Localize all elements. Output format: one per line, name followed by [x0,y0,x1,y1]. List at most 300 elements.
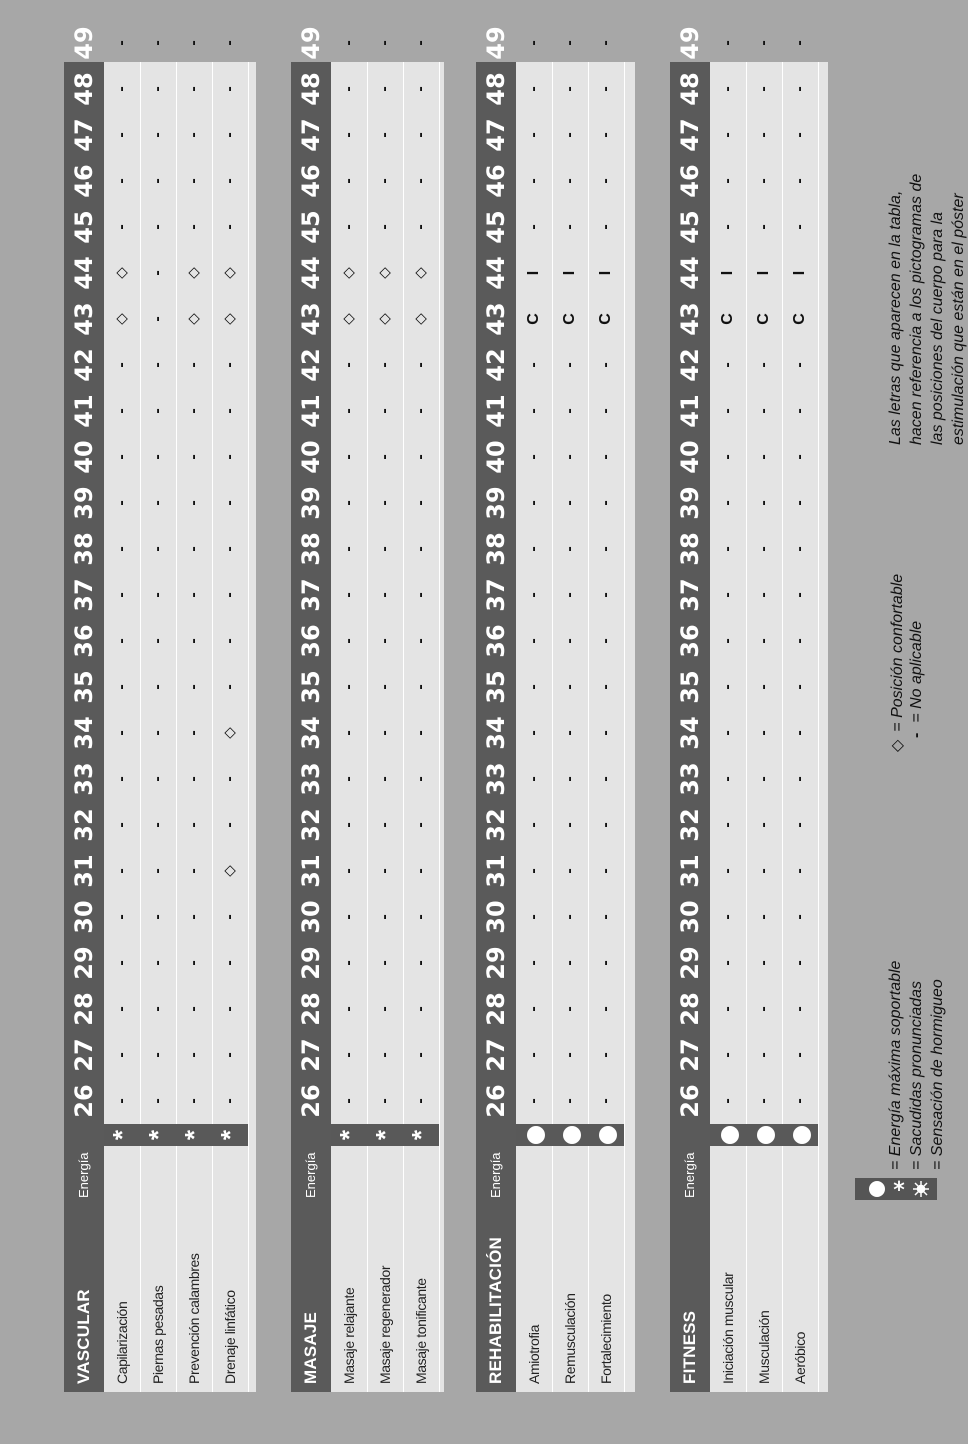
table-cell: - [561,914,578,920]
table-cell: - [340,1098,357,1104]
column-header: 32 [297,808,325,842]
table-cell: - [412,776,429,782]
table-cell: - [525,960,542,966]
table-cell: ◇ [113,267,130,279]
table-cell: - [525,132,542,138]
table-cell: - [376,1098,393,1104]
table-body [670,26,828,1392]
column-header: 30 [482,900,510,934]
table-cell: - [412,592,429,598]
table-cell: - [719,914,736,920]
table-cell: - [340,454,357,460]
table-cell: - [221,546,238,552]
table-cell: - [376,224,393,230]
table-cell: - [597,960,614,966]
legend-note-3: las posiciones del cuerpo para la [929,211,946,445]
column-header: 48 [297,72,325,106]
legend-not-applicable [908,621,926,738]
column-header: 29 [297,946,325,980]
column-header: 35 [482,670,510,704]
table-cell: - [525,224,542,230]
table-cell: - [525,1098,542,1104]
table-cell: - [113,224,130,230]
table-cell: - [525,914,542,920]
row-label: Iniciación muscular [720,1272,736,1384]
table-cell: - [755,454,772,460]
table-cell: - [597,500,614,506]
table-cell: - [221,914,238,920]
table-cell: - [597,546,614,552]
table-cell: - [340,40,357,46]
table-cell: ◇ [221,865,238,877]
table-cell: - [340,960,357,966]
table-row [367,40,404,1392]
table-title: FITNESS [670,1298,710,1392]
table-cell: - [791,914,808,920]
table-cell: - [719,132,736,138]
table-cell: - [561,454,578,460]
legend-note-1: Las letras que aparecen en la tabla, [887,190,904,445]
table-cell: - [597,684,614,690]
table-row [331,40,368,1392]
table-cell: - [221,960,238,966]
table-cell: - [597,868,614,874]
column-header: 47 [676,118,704,152]
table-cell: - [719,868,736,874]
row-label: Masaje regenerador [377,1265,393,1384]
table-cell: - [376,592,393,598]
table-cell: - [185,960,202,966]
table-cell: - [412,546,429,552]
column-header: 30 [676,900,704,934]
table-row [552,40,589,1392]
table-cell: - [412,40,429,46]
table-cell: - [791,454,808,460]
column-header: 36 [70,624,98,658]
table-cell: - [149,270,166,276]
table-cell: - [149,546,166,552]
table-cell: - [755,592,772,598]
table-cell: - [525,592,542,598]
column-header: 48 [70,72,98,106]
column-header: 47 [297,118,325,152]
table-cell: - [412,684,429,690]
table-cell: - [149,730,166,736]
table-cell: - [561,546,578,552]
table-cell: - [561,178,578,184]
na-symbol: - [908,732,925,738]
table-cell: - [597,132,614,138]
table-cell: - [221,822,238,828]
table-cell: - [561,592,578,598]
column-header: 27 [297,1038,325,1072]
table-cell: - [561,224,578,230]
table-cell: - [185,362,202,368]
table-cell: - [185,224,202,230]
table-cell: C [597,313,614,325]
energy-value: * [107,1129,137,1141]
table-cell: - [525,1006,542,1012]
table-cell: - [185,684,202,690]
table-title: REHABILITACIÓN [476,1298,516,1392]
table-cell: - [340,822,357,828]
table-cell: - [561,684,578,690]
column-header: 48 [676,72,704,106]
table-cell: - [412,638,429,644]
energy-max-icon [527,1126,545,1144]
table-cell: - [113,684,130,690]
row-label: Piernas pesadas [150,1285,166,1384]
table-header [291,26,331,1392]
row-label: Prevención calambres [186,1253,202,1384]
table-cell: - [340,500,357,506]
energy-value: * [143,1129,173,1141]
energy-value [588,1124,624,1146]
table-cell: - [791,592,808,598]
table-cell: - [412,868,429,874]
table-cell: ◇ [340,313,357,325]
table-cell: - [719,408,736,414]
table-cell: - [149,362,166,368]
table-cell: - [525,86,542,92]
table-cell: - [597,1052,614,1058]
table-cell: - [185,776,202,782]
energy-value [746,1124,782,1146]
table-cell: - [561,500,578,506]
column-header: 46 [70,164,98,198]
table-cell: - [185,822,202,828]
table-cell: - [221,178,238,184]
table-cell: - [412,822,429,828]
table-cell: - [149,960,166,966]
table-cell: - [791,546,808,552]
table-cell: - [412,914,429,920]
column-header: 41 [297,394,325,428]
table-cell: - [340,132,357,138]
column-header: 40 [676,440,704,474]
column-header: 41 [676,394,704,428]
table-cell: - [791,224,808,230]
row-label: Masaje tonificante [413,1278,429,1384]
column-header: 30 [297,900,325,934]
table-cell: - [149,1098,166,1104]
table-cell: - [719,500,736,506]
table-cell: - [340,638,357,644]
table-cell: ◇ [221,313,238,325]
table-row [710,40,747,1392]
table-row [746,40,783,1392]
table-cell: - [221,362,238,368]
table-cell: - [221,684,238,690]
table-cell: - [340,224,357,230]
legend-symbol-box [855,1178,937,1203]
table-cell: - [149,132,166,138]
table-cell: - [149,316,166,322]
table-cell: - [376,1006,393,1012]
table-cell: - [412,1098,429,1104]
table-cell: - [149,1006,166,1012]
table-cell: - [719,638,736,644]
table-cell: - [755,178,772,184]
column-header: 47 [482,118,510,152]
table-cell: - [791,408,808,414]
table-cell: - [412,178,429,184]
table-cell: - [221,224,238,230]
table-cell: - [412,132,429,138]
energy-value [552,1124,588,1146]
table-cell: - [185,914,202,920]
table-cell: - [597,1006,614,1012]
table-cell: - [185,592,202,598]
table-cell: - [113,960,130,966]
column-header: 39 [482,486,510,520]
column-header: 31 [676,854,704,888]
table-cell: - [791,132,808,138]
table-cell: - [185,132,202,138]
table-cell: - [597,914,614,920]
table-header [670,26,710,1392]
table-cell: - [791,638,808,644]
column-header: 44 [297,256,325,290]
column-header: 35 [676,670,704,704]
table-cell: - [376,408,393,414]
table-cell: I [597,270,614,276]
column-header: 28 [70,992,98,1026]
legend-symbols-icon [855,1178,937,1203]
table-cell: - [719,546,736,552]
row-label: Aeróbico [792,1331,808,1384]
column-header: 46 [482,164,510,198]
column-header: 47 [70,118,98,152]
column-header: 30 [70,900,98,934]
energy-value: * [215,1129,245,1141]
energy-value [782,1124,818,1146]
energy-max-icon [757,1126,775,1144]
table-cell: - [149,592,166,598]
table-cell: - [149,914,166,920]
table-cell: - [791,960,808,966]
table-cell: I [755,270,772,276]
column-header: 45 [70,210,98,244]
column-header: 43 [482,302,510,336]
table-cell: - [719,178,736,184]
column-header: 36 [297,624,325,658]
column-header: 36 [676,624,704,658]
table-cell: - [791,1098,808,1104]
table-cell: - [719,592,736,598]
table-body [291,26,444,1392]
row-label: Amiotrofia [526,1324,542,1384]
table-row [212,40,249,1392]
table-cell: - [525,546,542,552]
table-cell: - [376,822,393,828]
column-header: 35 [297,670,325,704]
table-cell: - [412,1006,429,1012]
table-cell: - [185,546,202,552]
table-cell: C [561,313,578,325]
table-cell: - [113,546,130,552]
table-cell: - [525,1052,542,1058]
energy-max-icon [793,1126,811,1144]
table-cell: - [791,86,808,92]
table-cell: - [525,638,542,644]
column-header: 27 [676,1038,704,1072]
table-cell: - [525,776,542,782]
table-cell: - [149,868,166,874]
energy-value: * [334,1129,364,1141]
table-cell: - [755,730,772,736]
table-cell: - [149,638,166,644]
table-cell: - [755,1098,772,1104]
table-cell: - [791,822,808,828]
column-header: 45 [482,210,510,244]
table-cell: - [525,868,542,874]
table-cell: - [113,178,130,184]
table-cell: - [376,132,393,138]
table-cell: - [221,454,238,460]
column-header: 31 [482,854,510,888]
column-header: 27 [482,1038,510,1072]
table-cell: - [113,730,130,736]
table-cell: - [149,454,166,460]
table-cell: - [113,1098,130,1104]
legend-energy: = Energía máxima soportable [887,960,904,1170]
table-cell: ◇ [376,267,393,279]
column-header: 45 [297,210,325,244]
table-cell: - [149,224,166,230]
table-cell: - [525,500,542,506]
table-cell: - [149,408,166,414]
table-cell: - [185,454,202,460]
column-header: 26 [297,1084,325,1118]
table-cell: - [376,960,393,966]
table-cell: - [221,1052,238,1058]
column-header: 44 [482,256,510,290]
table-cell: C [791,313,808,325]
legend-comfortable [887,574,907,752]
table-cell: - [755,500,772,506]
table-cell: - [719,960,736,966]
column-header: 38 [482,532,510,566]
table-cell: - [185,86,202,92]
energy-value [516,1124,552,1146]
column-header: 49 [482,26,510,60]
column-header: 37 [482,578,510,612]
table-title: MASAJE [291,1298,331,1392]
table-body [476,26,635,1392]
legend-note-4: estimulación que están en el póster [950,193,967,445]
table-cell: - [719,776,736,782]
table-cell: - [791,776,808,782]
table-cell: - [597,224,614,230]
table-cell: - [149,86,166,92]
table-cell: - [113,868,130,874]
column-header: 32 [482,808,510,842]
table-cell: - [340,730,357,736]
table-cell: - [185,1098,202,1104]
column-header: 40 [482,440,510,474]
column-header: 26 [482,1084,510,1118]
table-cell: - [185,408,202,414]
table-cell: - [412,730,429,736]
table-cell: - [113,40,130,46]
table-cell: - [113,1006,130,1012]
table-cell: - [597,730,614,736]
column-header: 38 [297,532,325,566]
table-cell: ◇ [221,727,238,739]
table-cell: - [149,500,166,506]
table-cell: ◇ [412,313,429,325]
column-header: 33 [297,762,325,796]
table-cell: - [755,868,772,874]
comfortable-symbol: ◇ [889,739,906,752]
table-cell: - [755,224,772,230]
table-cell: C [525,313,542,325]
energy-header: Energía [488,1152,503,1198]
column-header: 43 [70,302,98,336]
table-cell: - [412,362,429,368]
table-cell: - [185,40,202,46]
table-cell: - [719,1006,736,1012]
table-cell: I [791,270,808,276]
table-cell: - [561,1006,578,1012]
table-cell: - [561,408,578,414]
legend-jolts: = Sacudidas pronunciadas [908,980,925,1170]
column-header: 38 [70,532,98,566]
column-header: 33 [482,762,510,796]
table-cell: - [755,914,772,920]
table-cell: - [340,408,357,414]
column-header: 34 [676,716,704,750]
column-header: 34 [297,716,325,750]
table-cell: - [755,132,772,138]
column-header: 31 [297,854,325,888]
table-row [516,40,553,1392]
energy-max-icon [599,1126,617,1144]
table-cell: - [412,408,429,414]
table-cell: - [561,1052,578,1058]
table-cell: - [597,454,614,460]
table-cell: - [597,362,614,368]
table-cell: - [221,132,238,138]
table-cell: - [376,684,393,690]
row-label: Fortalecimiento [598,1294,614,1384]
table-cell: - [719,86,736,92]
table-cell: - [525,40,542,46]
table-cell: - [376,914,393,920]
table-cell: - [412,86,429,92]
table-cell: - [755,684,772,690]
column-header: 49 [70,26,98,60]
row-label: Capilarización [114,1301,130,1384]
table-cell: - [597,1098,614,1104]
table-cell: - [340,592,357,598]
energy-max-icon [721,1126,739,1144]
table-cell: - [561,638,578,644]
table-cell: - [113,454,130,460]
table-cell: - [525,822,542,828]
table-cell: - [791,730,808,736]
table-cell: - [340,178,357,184]
table-cell: - [597,822,614,828]
table-cell: - [340,868,357,874]
table-cell: - [719,40,736,46]
column-header: 40 [70,440,98,474]
table-cell: - [113,592,130,598]
table-row [403,40,440,1392]
legend-note-2: hacen referencia a los pictogramas de [908,173,925,445]
table-cell: - [525,178,542,184]
